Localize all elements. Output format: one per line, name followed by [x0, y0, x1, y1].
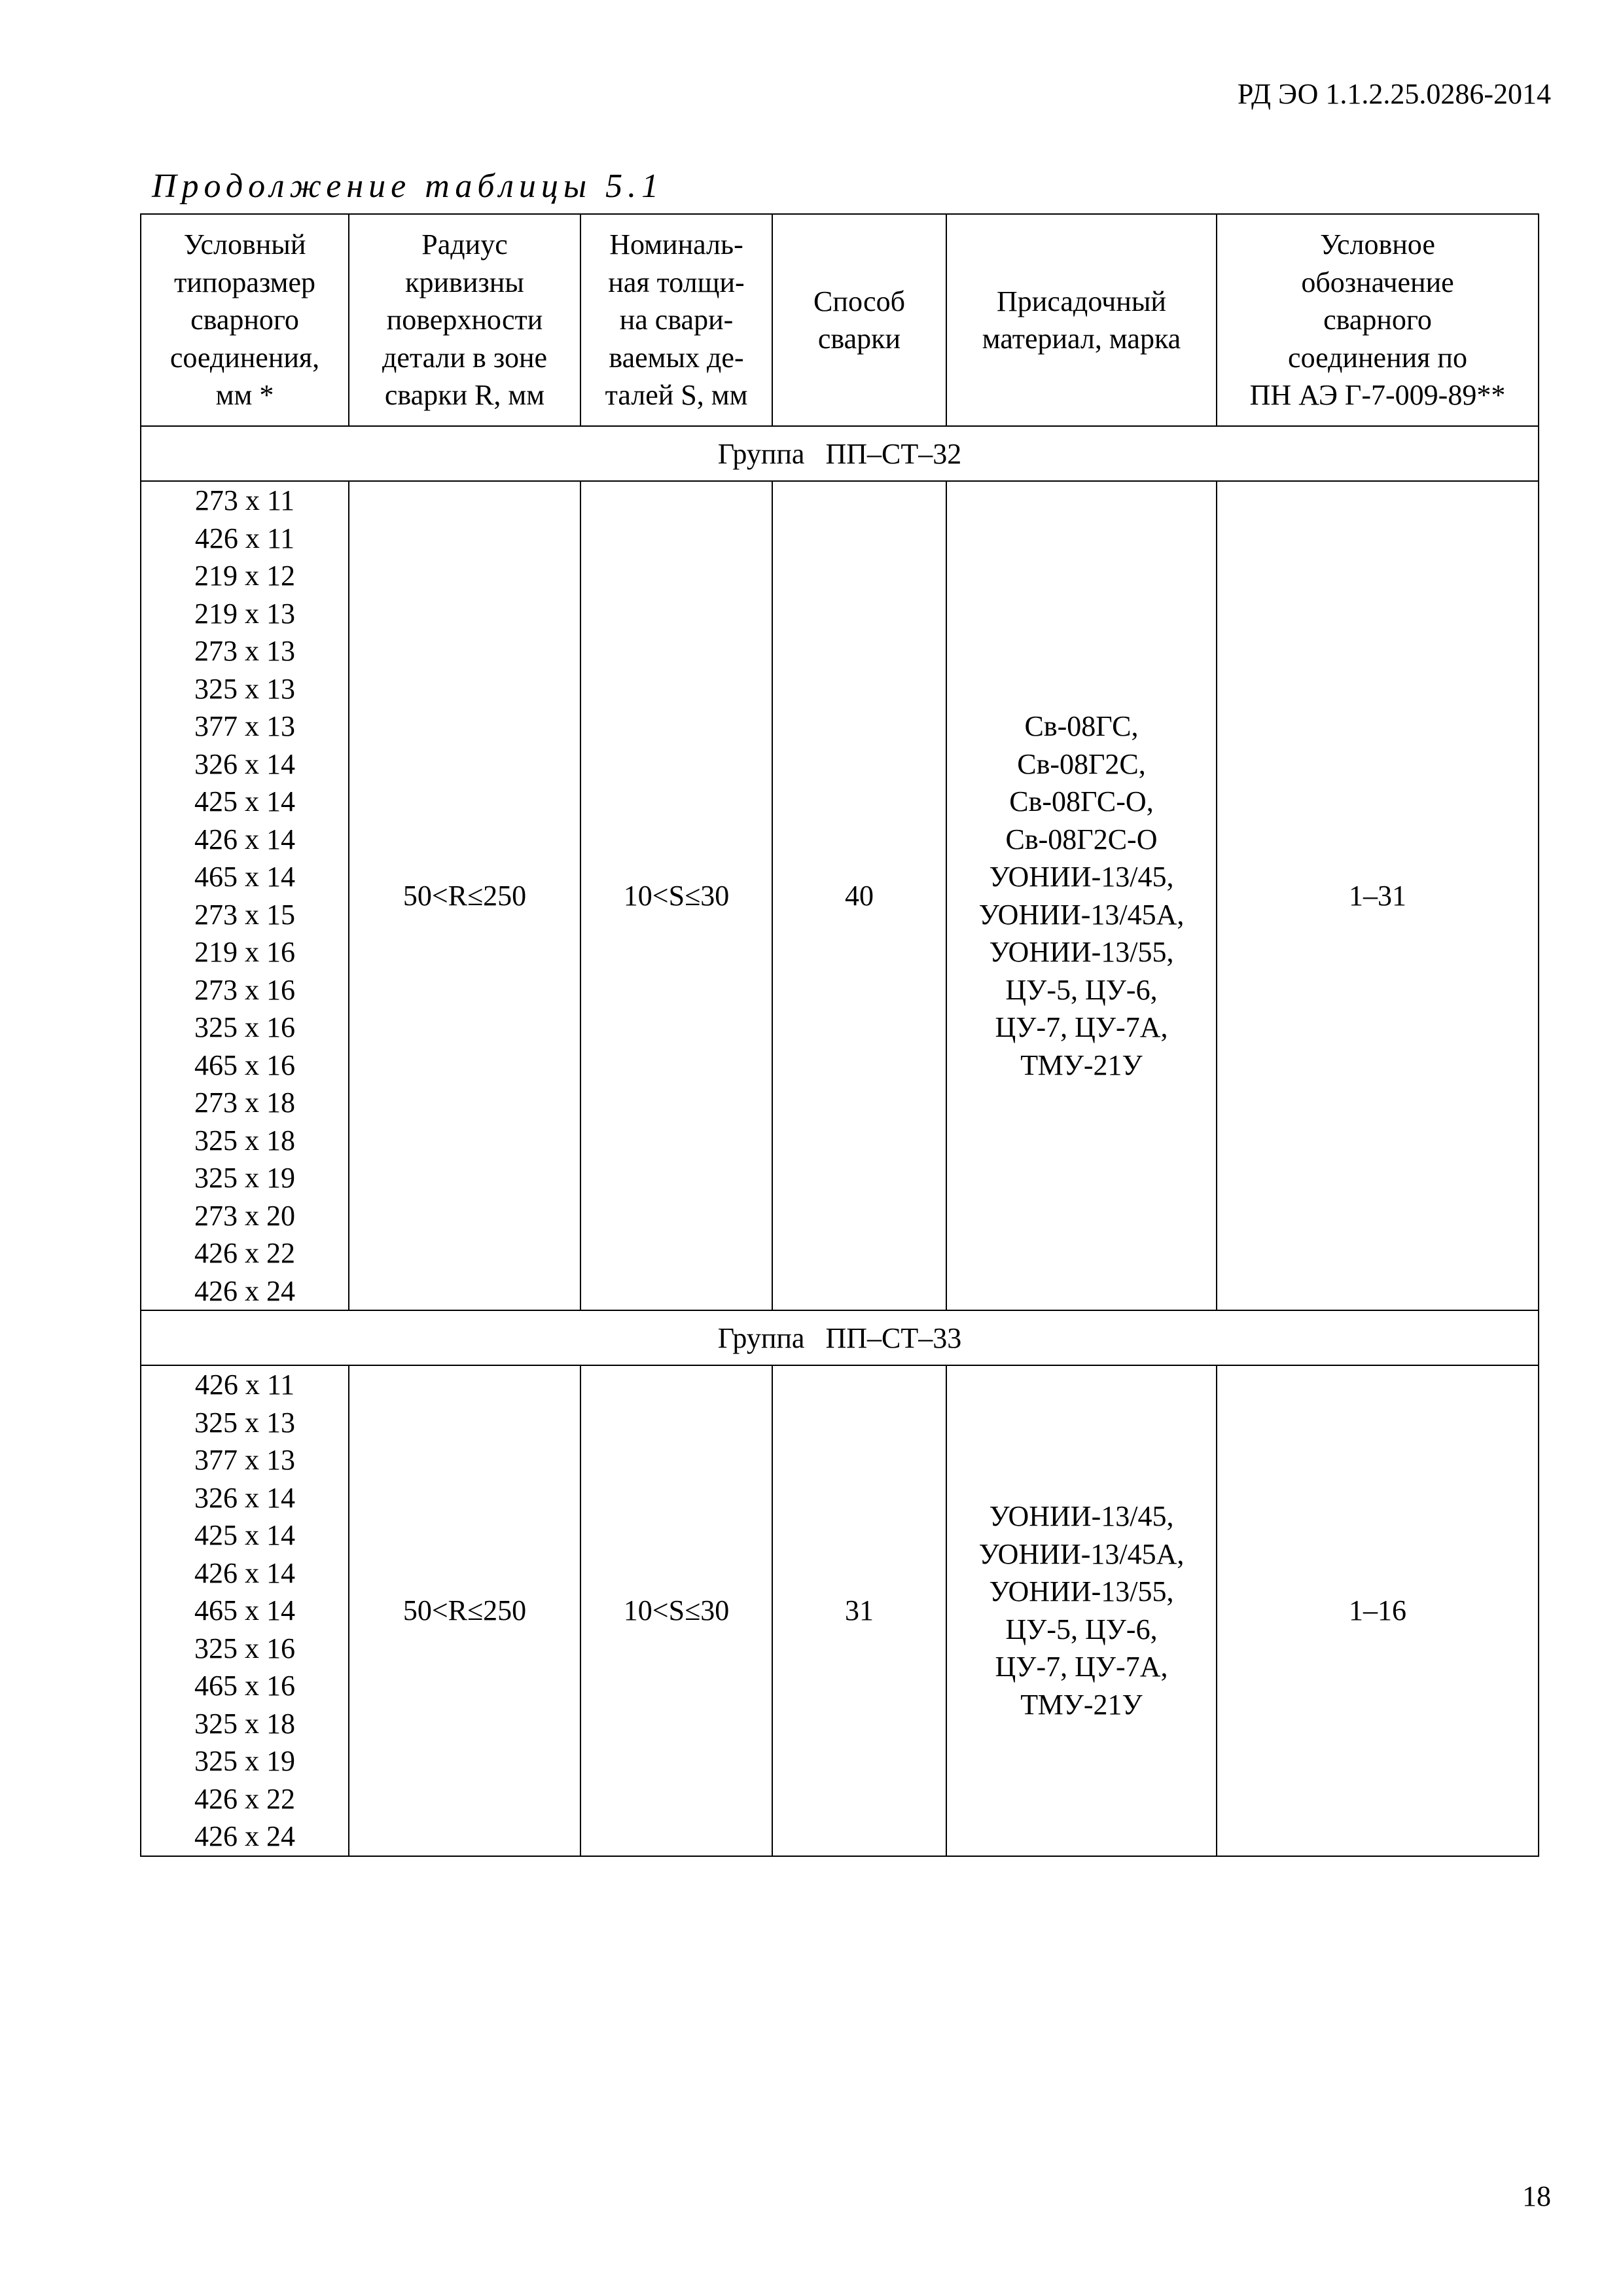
size-item: 273 x 20: [194, 1199, 295, 1232]
column-header-line: Условный: [183, 228, 306, 261]
material-item: Св-08Г2С-О: [1005, 823, 1158, 855]
size-item: 325 x 13: [194, 1406, 295, 1439]
material-item: ЦУ-5, ЦУ-6,: [1005, 973, 1158, 1006]
material-list: [946, 1365, 1217, 1856]
material-item: ТМУ-21У: [1020, 1049, 1143, 1081]
column-header-line: сварного: [190, 304, 299, 336]
designation-cell: 1–16: [1217, 1365, 1539, 1856]
size-item: 326 x 14: [194, 747, 295, 780]
material-item: УОНИИ-13/45,: [989, 1500, 1174, 1533]
material-item: Св-08ГС-О,: [1009, 785, 1154, 817]
size-item: 273 x 11: [194, 484, 295, 516]
group-code: ПП–СТ–32: [825, 437, 962, 470]
size-list: [141, 1365, 349, 1856]
column-header-material: [946, 214, 1217, 426]
column-header-line: Номиналь-: [609, 228, 743, 261]
column-header-line: обозначение: [1301, 266, 1454, 298]
table-header-row: [141, 214, 1539, 426]
thickness-cell: 10<S≤30: [580, 481, 772, 1310]
size-list: [141, 481, 349, 1310]
table-caption: Продолжение таблицы 5.1: [152, 168, 664, 205]
welding-table: [140, 213, 1539, 1857]
group-code: ПП–СТ–33: [825, 1321, 962, 1354]
method-cell: 31: [772, 1365, 946, 1856]
column-header-line: поверхности: [386, 304, 543, 336]
column-header-method: [772, 214, 946, 426]
column-header-line: кривизны: [405, 266, 524, 298]
size-item: 426 x 14: [194, 823, 295, 855]
size-item: 219 x 16: [194, 936, 295, 968]
column-header-line: соединения,: [169, 341, 320, 374]
group-header-row: [141, 1310, 1539, 1365]
size-item: 426 x 14: [194, 1556, 295, 1589]
column-header-size: [141, 214, 349, 426]
material-list: [946, 481, 1217, 1310]
size-item: 273 x 16: [194, 973, 295, 1006]
thickness-cell: 10<S≤30: [580, 1365, 772, 1856]
size-item: 325 x 16: [194, 1011, 295, 1043]
size-item: 273 x 15: [194, 898, 295, 931]
size-item: 426 x 24: [194, 1820, 295, 1852]
size-item: 465 x 16: [194, 1670, 295, 1702]
size-item: 377 x 13: [194, 1444, 295, 1476]
column-header-line: талей S, мм: [605, 379, 748, 412]
material-item: Св-08ГС,: [1024, 710, 1139, 742]
radius-cell: 50<R≤250: [349, 481, 580, 1310]
group-title: [141, 426, 1539, 481]
material-item: УОНИИ-13/55,: [989, 936, 1174, 968]
column-header-line: Способ: [813, 285, 905, 317]
size-item: 325 x 16: [194, 1632, 295, 1664]
designation-cell: 1–31: [1217, 481, 1539, 1310]
table-row: [141, 1365, 1539, 1856]
size-item: 426 x 24: [194, 1274, 295, 1307]
material-item: УОНИИ-13/55,: [989, 1575, 1174, 1608]
table-row: [141, 481, 1539, 1310]
size-item: 326 x 14: [194, 1481, 295, 1514]
column-header-line: типоразмер: [174, 266, 315, 298]
size-item: 465 x 16: [194, 1049, 295, 1081]
column-header-line: мм *: [215, 379, 274, 412]
group-header-row: [141, 426, 1539, 481]
size-item: 325 x 18: [194, 1707, 295, 1740]
material-item: УОНИИ-13/45,: [989, 861, 1174, 893]
column-header-line: детали в зоне: [382, 341, 548, 374]
column-header-line: Радиус: [421, 228, 508, 261]
size-item: 426 x 11: [194, 522, 295, 554]
size-item: 273 x 13: [194, 635, 295, 667]
size-item: 426 x 22: [194, 1237, 295, 1269]
radius-cell: 50<R≤250: [349, 1365, 580, 1856]
size-item: 273 x 18: [194, 1086, 295, 1119]
column-header-radius: [349, 214, 580, 426]
column-header-line: материал, марка: [982, 323, 1181, 355]
column-header-thickness: [580, 214, 772, 426]
size-item: 219 x 13: [194, 597, 295, 630]
group-label: Группа: [717, 1321, 805, 1354]
column-header-line: соединения по: [1288, 341, 1467, 374]
column-header-line: сварки: [817, 323, 901, 355]
size-item: 425 x 14: [194, 785, 295, 817]
group-title: [141, 1310, 1539, 1365]
document-code: РД ЭО 1.1.2.25.0286-2014: [1237, 78, 1551, 110]
group-label: Группа: [717, 437, 805, 470]
size-item: 377 x 13: [194, 710, 295, 742]
material-item: УОНИИ-13/45А,: [978, 1537, 1185, 1570]
column-header-line: ваемых де-: [609, 341, 744, 374]
size-item: 465 x 14: [194, 1594, 295, 1626]
column-header-line: на свари-: [619, 304, 734, 336]
column-header-line: сварного: [1323, 304, 1432, 336]
column-header-line: ная толщи-: [608, 266, 745, 298]
column-header-line: Присадочный: [997, 285, 1166, 317]
size-item: 426 x 22: [194, 1782, 295, 1815]
material-item: ЦУ-7, ЦУ-7А,: [995, 1651, 1168, 1683]
column-header-line: ПН АЭ Г-7-009-89**: [1249, 379, 1506, 412]
material-item: ТМУ-21У: [1020, 1688, 1143, 1721]
material-item: Св-08Г2С,: [1017, 747, 1146, 780]
size-item: 325 x 19: [194, 1745, 295, 1777]
material-item: ЦУ-5, ЦУ-6,: [1005, 1613, 1158, 1645]
column-header-line: Условное: [1320, 228, 1435, 261]
material-item: ЦУ-7, ЦУ-7А,: [995, 1011, 1168, 1043]
page-number: 18: [1522, 2180, 1551, 2212]
size-item: 426 x 11: [194, 1369, 295, 1401]
column-header-designation: [1217, 214, 1539, 426]
size-item: 325 x 13: [194, 672, 295, 705]
size-item: 425 x 14: [194, 1519, 295, 1551]
method-cell: 40: [772, 481, 946, 1310]
size-item: 465 x 14: [194, 861, 295, 893]
size-item: 219 x 12: [194, 560, 295, 592]
column-header-line: сварки R, мм: [384, 379, 545, 412]
material-item: УОНИИ-13/45А,: [978, 898, 1185, 931]
size-item: 325 x 18: [194, 1124, 295, 1157]
size-item: 325 x 19: [194, 1162, 295, 1194]
